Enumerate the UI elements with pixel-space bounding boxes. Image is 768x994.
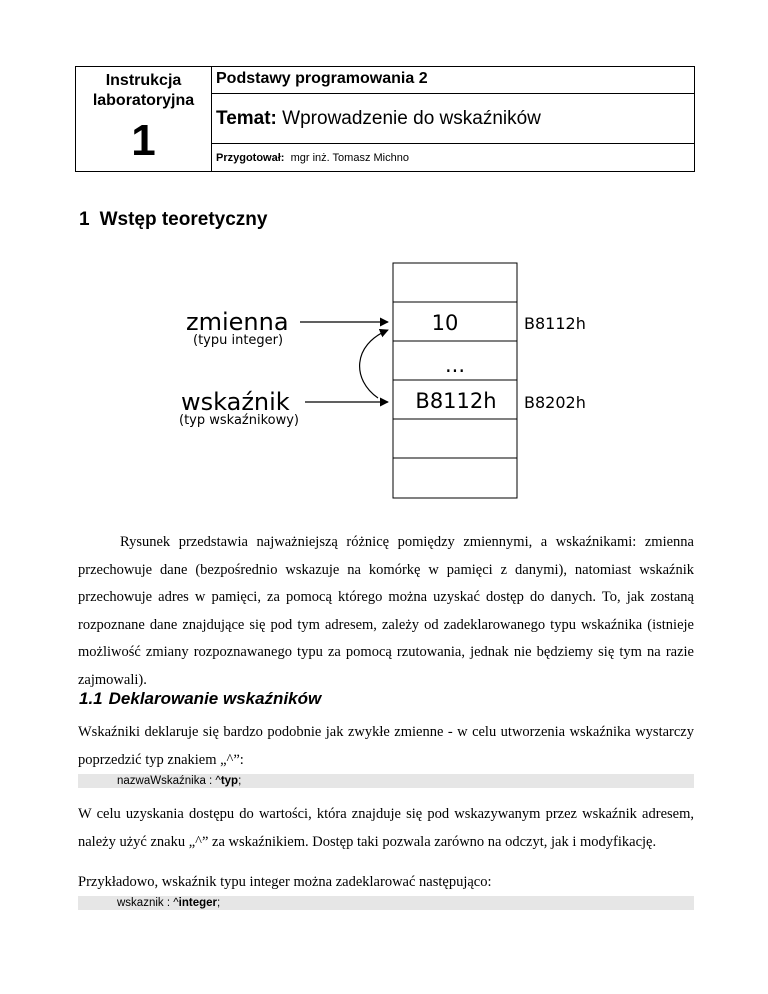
code-block-1 [78, 774, 694, 788]
paragraph-3: W celu uzyskania dostępu do wartości, która znajduje się pod wskazywanym przez wskaźnik adresem, należy użyć znaku „^” za wskaźnikiem. Dostęp taki pozwala zarówno na odczyt, jak i modyfikację. [78, 806, 694, 850]
section-number: 1 [79, 209, 90, 230]
subsection-number: 1.1 [79, 689, 103, 708]
code-separator: : ^ [205, 775, 221, 787]
doc-type: Instrukcja laboratoryjna [92, 72, 195, 109]
code-separator: : ^ [163, 897, 179, 909]
code-type: typ [220, 775, 239, 787]
ptr-sub-label: (typ wskaźnikowy) [179, 413, 300, 428]
ptr-label: wskaźnik [181, 388, 290, 416]
subsection-title: Deklarowanie wskaźników [108, 689, 322, 708]
prepared-label: Przygotował: [216, 152, 285, 164]
doc-number: 1 [131, 116, 156, 165]
topic-text: Wprowadzenie do wskaźników [282, 108, 541, 129]
code-line-1 [117, 774, 241, 788]
code-identifier: wskaznik [117, 897, 164, 909]
memory-cell-pointer-value: B8112h [415, 389, 497, 413]
memory-cell-value: 10 [431, 311, 459, 335]
memory-column [393, 263, 517, 498]
var-label: zmienna [186, 308, 289, 336]
code-identifier: nazwaWskaźnika [117, 775, 206, 787]
topic-label: Temat: [216, 108, 277, 129]
subsection-heading [79, 689, 321, 709]
paragraph-4: Przykładowo, wskaźnik typu integer można zadeklarować następująco: [78, 874, 492, 890]
section-title: Wstęp teoretyczny [99, 209, 268, 230]
code-block-2 [78, 896, 694, 910]
paragraph-2: Wskaźniki deklaruje się bardzo podobnie jak zwykłe zmienne - w celu utworzenia wskaźnika wystarczy poprzedzić typ znakiem „^”: [78, 724, 694, 768]
code-end: ; [238, 775, 242, 787]
code-line-2 [117, 896, 220, 910]
paragraph-1: Rysunek przedstawia najważniejszą różnicę pomiędzy zmiennymi, a wskaźnikami: zmienna przechowuje dane (bezpośrednio wskazuje na komórkę w pamięci z danymi), natomiast wskaźnik przechowuje adres w pamięci, za pomocą którego można uzyskać dostęp do danych. To, jak zostaną rozpoznane dane znajdujące się pod tym adresem, zależy od zadeklarowanego typu wskaźnika (istnieje możliwość zmiany rozpoznawanego typu za pomocą rzutowania, jednak nie będziemy się tym na razie zajmowali). [78, 534, 694, 688]
memory-cell-ellipsis: ... [444, 353, 466, 377]
var-sub-label: (typu integer) [193, 333, 284, 348]
code-type: integer [178, 897, 217, 909]
code-end: ; [216, 897, 221, 909]
points-to-arrow [360, 330, 388, 398]
address-var: B8112h [524, 314, 586, 333]
course-title: Podstawy programowania 2 [216, 70, 428, 87]
address-ptr: B8202h [524, 393, 586, 412]
author-name: mgr inż. Tomasz Michno [290, 152, 409, 164]
